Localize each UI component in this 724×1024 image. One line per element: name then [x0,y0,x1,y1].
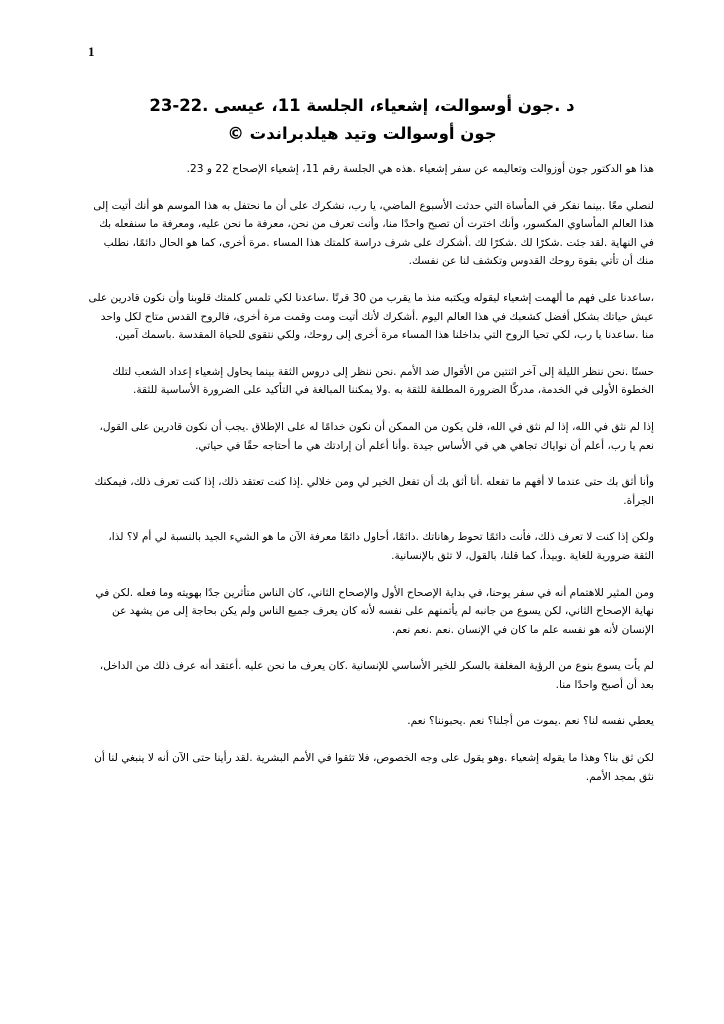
paragraph: حسنًا .نحن ننظر الليلة إلى آخر اثنتين من الأقوال ضد الأمم .نحن ننظر إلى دروس الثقة بينما يحاول إشعياء إعداد الشعب لتلك الخطوة الأولى في الخدمة، مدركًا الضرورة المطلقة للثقة به .ولا يمكننا المبالغة في التأكيد على الضرورة الأساسية للثقة. [112,365,654,397]
paragraph: لنصلي معًا .بينما نفكر في المأساة التي حدثت الأسبوع الماضي، يا رب، نشكرك على أن ما نحتفل به هذا الموسم هو أنك أتيت إلى هذا العالم المأساوي المكسور، وأنك اخترت أن تصبح واحدًا منا، وأنت تعرف من نحن، معرفة ما نحن عليه، ومعرفة ما سنفعله بك في النهاية .لقد جئت .شكرًا لك .شكرًا لك .أشكرك على شرف دراسة كلمتك هذا المساء .مرة أخرى، كما هو الحال دائمًا، نطلب منك أن تأتي بقوة روحك القدوس وتكشف لنا عن نفسك. [93,199,654,268]
paragraph: لكن ثق بنا؟ وهذا ما يقوله إشعياء .وهو يقول على وجه الخصوص، فلا تثقوا في الأمم البشرية .لقد رأينا حتى الآن أنه لا ينبغي لنا أن نثق بمجد الأمم. [94,752,654,783]
paragraph: ومن المثير للاهتمام أنه في سفر يوحنا، في بداية الإصحاح الأول والإصحاح الثاني، كان الناس متأثرين جدًا بهويته وما فعله .لكن في نهاية الإصحاح الثاني، لكن يسوع من جانبه لم يأتمنهم على نفسه لأنه كان يعرف جميع الناس ولم يكن بحاجة إلى من يشهد عن الإنسان لأنه هو نفسه علم ما كان في الإنسان .نعم .نعم نعم. [95,586,654,636]
paragraph: هذا هو الدكتور جون أوزوالت وتعاليمه عن سفر إشعياء .هذه هي الجلسة رقم 11، إشعياء الإصحاح 22 و 23. [186,163,654,175]
title-line-2: جون أوسوالت وتيد هيلدبراندت © [227,124,497,143]
paragraph: لم يأت يسوع بنوع من الرؤية المغلفة بالسكر للخير الأساسي للإنسانية .كان يعرف ما نحن عليه .أعتقد أنه عرف ذلك من الداخل، بعد أن أصبح واحدًا منا. [99,660,654,691]
paragraph: وأنا أثق بك حتى عندما لا أفهم ما تفعله .أنا أثق بك أن تفعل الخير لي ومن خلالي .إذا كنت تعتقد ذلك، إذا كنت تعرف ذلك، فيمكنك الجرأة. [94,476,654,507]
document-title [130,92,594,148]
paragraph: ،ساعدنا على فهم ما ألهمت إشعياء ليقوله ويكتبه منذ ما يقرب من 30 قرنًا .ساعدنا لكي تلمس كلمتك قلوبنا وأن نكون قادرين على عيش حياتك بشكل أفضل كشعبك في هذا العالم اليوم .أشكرك لأنك أتيت ومت وقمت مرة أخرى، فالروح القدس متاح لكل واحد منا .ساعدنا يا رب، لكي تحيا الروح التي بداخلنا هذا المساء مرة أخرى إلى روحك، ولكي نتقوى للحياة المقدسة .باسمك آمين. [88,291,654,342]
title-line-1: د .جون أوسوالت، إشعياء، الجلسة 11، عيسى .22-23 [149,96,575,115]
paragraph: إذا لم نثق في الله، إذا لم نثق في الله، فلن يكون من الممكن أن نكون خدامًا له على الإطلاق .يجب أن نكون قادرين على القول، نعم يا رب، أعلم أن نواياك تجاهي هي في الأساس جيدة .وأنا أعلم أن إرادتك هي ما أحتاجه حقًا في حياتي. [99,420,654,452]
paragraph: ولكن إذا كنت لا تعرف ذلك، فأنت دائمًا تحوط رهاناتك .دائمًا، أحاول دائمًا معرفة الآن ما هو الشيء الجيد بالنسبة لي أم لا؟ لذا، الثقة ضرورية للغاية .وبيدأ، كما قلنا، بالقول، لا تثق بالإنسانية. [108,531,654,562]
paragraph: يعطي نفسه لنا؟ نعم .يموت من أجلنا؟ نعم .يحبوننا؟ نعم. [407,715,654,728]
document-body [88,160,654,804]
page-number: 1 [88,44,95,59]
